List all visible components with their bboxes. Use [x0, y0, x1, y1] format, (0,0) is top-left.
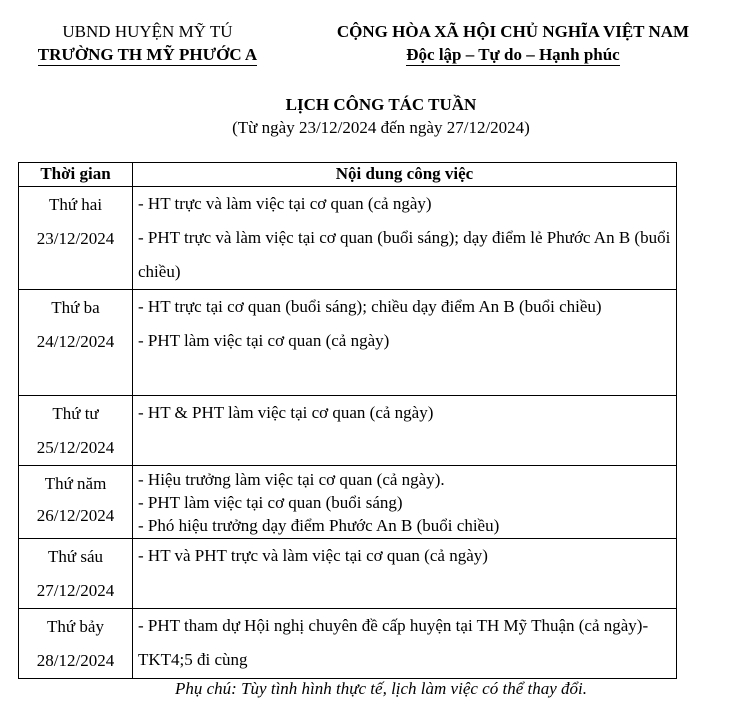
content-cell: [133, 396, 677, 466]
task-item: - HT & PHT làm việc tại cơ quan (cả ngày): [138, 403, 434, 422]
day-cell: [19, 539, 133, 609]
country-name: CỘNG HÒA XÃ HỘI CHỦ NGHĨA VIỆT NAM: [336, 22, 690, 41]
table-row: [19, 539, 677, 609]
task-item: - PHT làm việc tại cơ quan (cả ngày): [138, 331, 390, 350]
day-date: 26/12/2024: [36, 506, 115, 525]
table-row: [19, 290, 677, 396]
day-name: Thứ bảy: [47, 617, 104, 636]
issuer-school: TRƯỜNG TH MỸ PHƯỚC A: [37, 45, 258, 64]
day-date: 25/12/2024: [36, 438, 115, 457]
day-name: Thứ hai: [48, 195, 103, 214]
content-cell: [133, 539, 677, 609]
day-date: 27/12/2024: [36, 581, 115, 600]
content-cell: [133, 466, 677, 539]
day-date: 28/12/2024: [36, 651, 115, 670]
issuer-authority: UBND HUYỆN MỸ TÚ: [62, 22, 233, 41]
day-date: 23/12/2024: [36, 229, 115, 248]
day-name: Thứ sáu: [47, 547, 103, 566]
footnote: Phụ chú: Tùy tình hình thực tế, lịch làm việc có thể thay đổi.: [175, 679, 587, 698]
day-name: Thứ tư: [52, 404, 99, 423]
task-item: - Phó hiệu trưởng dạy điểm Phước An B (buổi chiều): [138, 516, 500, 535]
document-subtitle: (Từ ngày 23/12/2024 đến ngày 27/12/2024): [232, 118, 530, 137]
table-row: [19, 396, 677, 466]
national-heading: [295, 20, 731, 66]
column-header-time: Thời gian: [19, 163, 133, 187]
motto: Độc lập – Tự do – Hạnh phúc: [406, 45, 620, 64]
column-header-content: Nội dung công việc: [133, 163, 677, 187]
table-header-row: [19, 163, 677, 187]
day-name: Thứ ba: [51, 298, 100, 317]
day-cell: [19, 466, 133, 539]
table-row: [19, 466, 677, 539]
task-item: - HT trực tại cơ quan (buổi sáng); chiều dạy điểm An B (buổi chiều): [138, 297, 602, 316]
day-cell: [19, 609, 133, 679]
day-name: Thứ năm: [44, 474, 107, 493]
document-title: LỊCH CÔNG TÁC TUẦN: [285, 95, 477, 114]
task-item: - HT trực và làm việc tại cơ quan (cả ngày): [138, 194, 432, 213]
task-item: - HT và PHT trực và làm việc tại cơ quan (cả ngày): [138, 546, 488, 565]
day-cell: [19, 187, 133, 290]
task-item: - PHT trực và làm việc tại cơ quan (buổi sáng); dạy điểm lẻ Phước An B (buổi chiều): [138, 228, 671, 281]
content-cell: [133, 290, 677, 396]
task-item: - Hiệu trưởng làm việc tại cơ quan (cả ngày).: [138, 470, 445, 489]
table-row: [19, 187, 677, 290]
table-row: [19, 609, 677, 679]
day-date: 24/12/2024: [36, 332, 115, 351]
day-cell: [19, 396, 133, 466]
issuer-block: [0, 20, 295, 66]
task-item: - PHT tham dự Hội nghị chuyên đề cấp huyện tại TH Mỹ Thuận (cả ngày)- TKT4;5 đi cùng: [138, 616, 649, 669]
content-cell: [133, 609, 677, 679]
schedule-table: [18, 162, 677, 679]
content-cell: [133, 187, 677, 290]
task-item: - PHT làm việc tại cơ quan (buổi sáng): [138, 493, 403, 512]
day-cell: [19, 290, 133, 396]
